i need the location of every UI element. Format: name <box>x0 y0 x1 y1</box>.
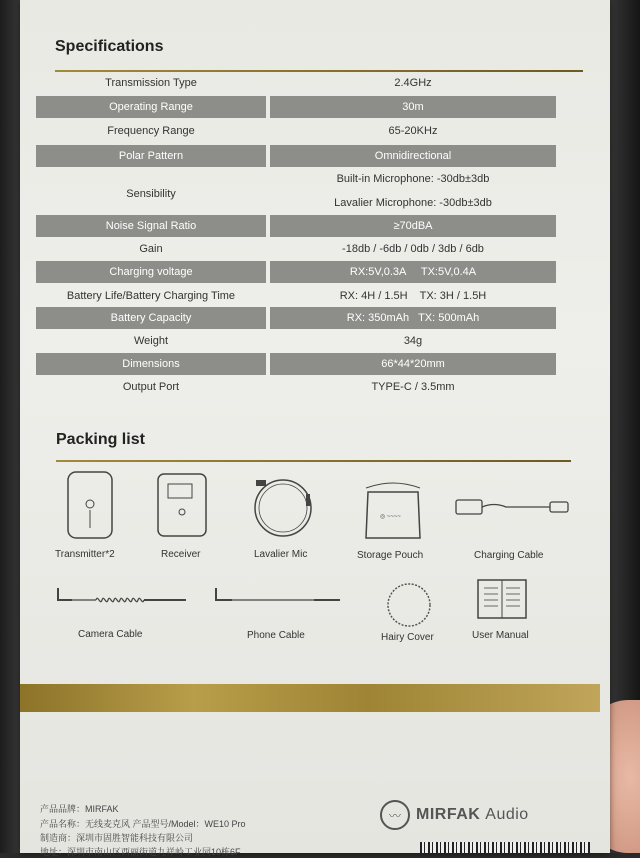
logo-mark-icon: 〰 <box>380 800 410 830</box>
logo-suffix: Audio <box>485 806 529 823</box>
packing-list-title: Packing list <box>56 431 145 448</box>
spec-value-output-port: TYPE-C / 3.5mm <box>371 381 455 393</box>
spec-value-battery-life: RX: 4H / 1.5H TX: 3H / 1.5H <box>339 290 487 302</box>
spec-row-polar-pattern <box>36 145 591 167</box>
storage-pouch-icon <box>358 478 428 542</box>
camera-cable-icon <box>52 586 190 616</box>
spec-value-noise-signal-ratio: ≥70dBA <box>270 215 556 237</box>
spec-value-transmission-type: 2.4GHz <box>394 77 432 89</box>
spec-label-output-port: Output Port <box>122 381 180 393</box>
pack-label-camera-cable: Camera Cable <box>78 629 143 640</box>
spec-label-dimensions: Dimensions <box>36 353 266 375</box>
footer-brand: 产品品牌：MIRFAK <box>40 804 119 814</box>
spec-label-operating-range: Operating Range <box>36 96 266 118</box>
mirfak-logo <box>380 800 529 830</box>
hairy-cover-icon <box>384 580 434 630</box>
spec-label-polar-pattern: Polar Pattern <box>36 145 266 167</box>
barcode <box>420 842 590 853</box>
transmitter-icon <box>66 470 114 540</box>
spec-row-battery-capacity <box>36 307 591 329</box>
svg-text:◎ ~~~~: ◎ ~~~~ <box>380 514 401 520</box>
spec-row-transmission-type <box>36 72 591 94</box>
spec-value-frequency-range: 65-20KHz <box>388 125 438 137</box>
spec-value-operating-range: 30m <box>270 96 556 118</box>
spec-label-charging-voltage: Charging voltage <box>36 261 266 283</box>
receiver-icon <box>156 472 208 538</box>
spec-row-dimensions <box>36 353 591 375</box>
spec-value-sensibility-lavalier: Lavalier Microphone: -30db±3db <box>334 197 492 209</box>
pack-label-receiver: Receiver <box>161 549 201 560</box>
charging-cable-icon <box>454 496 570 520</box>
logo-brand: MIRFAK <box>416 806 481 823</box>
spec-row-output-port <box>36 376 591 398</box>
pack-label-storage-pouch: Storage Pouch <box>357 550 424 561</box>
spec-row-frequency-range <box>36 120 591 142</box>
spec-row-weight <box>36 330 591 352</box>
user-manual-icon <box>476 578 528 620</box>
spec-label-gain: Gain <box>139 243 163 255</box>
spec-label-battery-life: Battery Life/Battery Charging Time <box>66 290 236 302</box>
spec-value-weight: 34g <box>403 335 423 347</box>
spec-value-sensibility-builtin: Built-in Microphone: -30db±3db <box>336 173 490 185</box>
spec-value-polar-pattern: Omnidirectional <box>270 145 556 167</box>
spec-label-battery-capacity: Battery Capacity <box>36 307 266 329</box>
packing-divider <box>56 460 571 462</box>
spec-label-weight: Weight <box>133 335 169 347</box>
phone-cable-icon <box>210 586 344 616</box>
spec-value-charging-voltage: RX:5V,0.3A TX:5V,0.4A <box>270 261 556 283</box>
pack-label-charging-cable: Charging Cable <box>474 550 544 561</box>
spec-label-transmission-type: Transmission Type <box>105 77 197 89</box>
lavalier-mic-icon <box>250 474 316 540</box>
footer-product-name: 产品名称：无线麦克风 产品型号/Model：WE10 Pro <box>40 819 246 829</box>
spec-row-battery-life <box>36 285 591 307</box>
spec-row-noise-signal-ratio <box>36 215 591 237</box>
spec-label-frequency-range: Frequency Range <box>107 125 195 137</box>
spec-row-gain <box>36 238 591 260</box>
footer-address: 地址：深圳市南山区西丽街道九祥岭工业园10栋6F <box>40 847 241 857</box>
spec-row-operating-range <box>36 96 591 118</box>
spec-value-dimensions: 66*44*20mm <box>270 353 556 375</box>
spec-label-noise-signal-ratio: Noise Signal Ratio <box>36 215 266 237</box>
pack-label-user-manual: User Manual <box>472 630 529 641</box>
spec-value-battery-capacity: RX: 350mAh TX: 500mAh <box>270 307 556 329</box>
specifications-title: Specifications <box>55 38 164 55</box>
pack-label-lavalier-mic: Lavalier Mic <box>254 549 308 560</box>
spec-value-gain: -18db / -6db / 0db / 3db / 6db <box>342 243 484 255</box>
background-left <box>0 0 22 853</box>
pack-label-phone-cable: Phone Cable <box>247 630 305 641</box>
footer-maker: 制造商：深圳市固胜智能科技有限公司 <box>40 833 194 843</box>
spec-row-charging-voltage <box>36 261 591 283</box>
spec-label-sensibility: Sensibility <box>126 188 176 200</box>
pack-label-hairy-cover: Hairy Cover <box>381 632 434 643</box>
gold-band <box>20 684 600 712</box>
pack-label-transmitter: Transmitter*2 <box>55 549 115 560</box>
